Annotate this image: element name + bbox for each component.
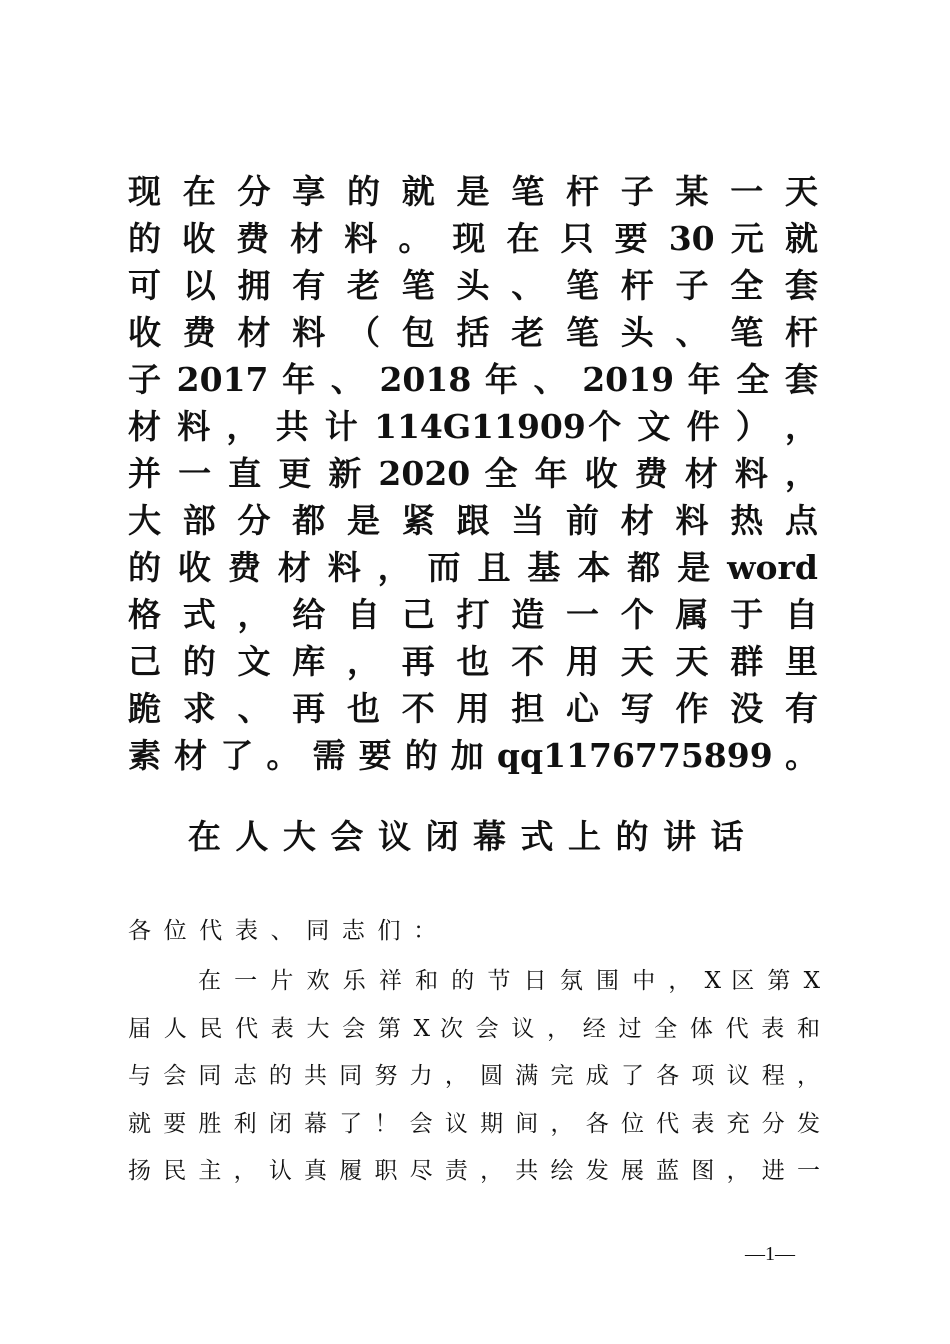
body-line: 届 人 民 代 表 大 会 第 X 次 会 议 ， 经 过 全 体 代 表 和: [128, 1015, 820, 1042]
advertisement-line: 可 以 拥 有 老 笔 头 、 笔 杆 子 全 套: [128, 266, 818, 305]
body-line: 在 一 片 欢 乐 祥 和 的 节 日 氛 围 中 ， X 区 第 X: [198, 968, 820, 994]
body-line: 与 会 同 志 的 共 同 努 力 ， 圆 满 完 成 了 各 项 议 程 ，: [128, 1063, 820, 1089]
advertisement-line: 己 的 文 库 ， 再 也 不 用 天 天 群 里: [128, 642, 818, 681]
advertisement-line: 并 一 直 更 新 2020 全 年 收 费 材 料 ，: [128, 454, 818, 493]
advertisement-line: 素 材 了 。 需 要 的 加 qq1176775899 。: [128, 736, 818, 775]
body-paragraph: [128, 958, 820, 1196]
advertisement-paragraph: [128, 168, 818, 779]
advertisement-line: 的 收 费 材 料 ， 而 且 基 本 都 是 word: [128, 548, 818, 587]
advertisement-line: 大 部 分 都 是 紧 跟 当 前 材 料 热 点: [128, 501, 818, 540]
advertisement-line: 跪 求 、 再 也 不 用 担 心 写 作 没 有: [128, 689, 818, 728]
salutation: 各位代表、同志们：: [128, 918, 449, 944]
advertisement-line: 的 收 费 材 料 。 现 在 只 要 30 元 就: [128, 219, 818, 258]
advertisement-line: 现 在 分 享 的 就 是 笔 杆 子 某 一 天: [128, 172, 818, 211]
page-number: —1—: [745, 1243, 795, 1265]
advertisement-line: 收 费 材 料 （ 包 括 老 笔 头 、 笔 杆: [128, 313, 818, 352]
advertisement-line: 格 式 ， 给 自 己 打 造 一 个 属 于 自: [128, 595, 818, 634]
body-line: 就 要 胜 利 闭 幕 了 ！ 会 议 期 间 ， 各 位 代 表 充 分 发: [128, 1110, 820, 1137]
body-line: 扬 民 主 ， 认 真 履 职 尽 责 ， 共 绘 发 展 蓝 图 ， 进 一: [128, 1158, 820, 1184]
advertisement-line: 材 料 ， 共 计 114G11909个 文 件 ） ，: [128, 407, 818, 446]
document-title: 在人大会议闭幕式上的讲话: [187, 817, 759, 856]
advertisement-line: 子 2017 年 、 2018 年 、 2019 年 全 套: [128, 360, 818, 399]
